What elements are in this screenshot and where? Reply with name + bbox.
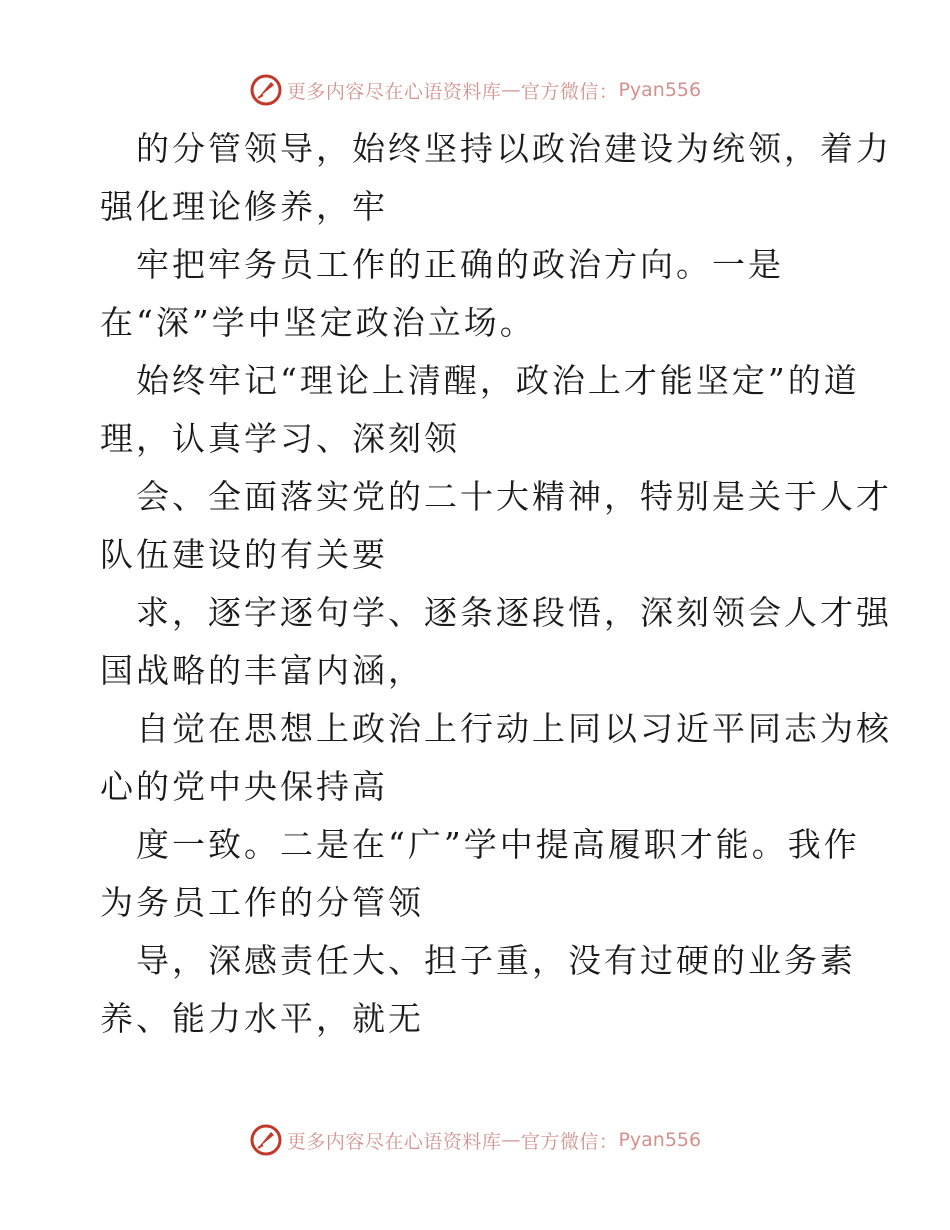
text-line: 度一致。二是在“广”学中提高履职才能。我作 [136, 825, 860, 864]
text-line: 牢把牢务员工作的正确的政治方向。一是 [136, 245, 784, 284]
text-line: 强化理论修养，牢 [100, 187, 388, 226]
watermark-main-text: 更多内容尽在心语资料库 [286, 80, 502, 103]
text-line: 理，认真学习、深刻领 [100, 419, 460, 458]
watermark-dash: — [501, 79, 521, 101]
text-line: 会、全面落实党的二十大精神，特别是关于人才 [136, 477, 892, 516]
text-line: 队伍建设的有关要 [100, 535, 388, 574]
header-watermark [0, 70, 950, 110]
watermark-main-text: 更多内容尽在心语资料库 [286, 1130, 502, 1153]
footer-watermark [0, 1120, 950, 1160]
watermark-wechat-label: 官方微信： [520, 80, 619, 103]
watermark-wechat-id: Pyan556 [618, 79, 702, 101]
watermark-wechat-id: Pyan556 [618, 1129, 702, 1151]
text-line: 国战略的丰富内涵， [100, 651, 424, 690]
document-body [100, 120, 892, 1048]
watermark-dash: — [501, 1129, 521, 1151]
text-line: 的分管领导，始终坚持以政治建设为统领，着力 [136, 129, 892, 168]
text-line: 导，深感责任大、担子重，没有过硬的业务素 [136, 941, 856, 980]
quill-logo-icon [249, 73, 283, 107]
text-line: 求，逐字逐句学、逐条逐段悟，深刻领会人才强 [136, 593, 892, 632]
text-line: 心的党中央保持高 [100, 767, 388, 806]
quill-logo-icon [249, 1123, 283, 1157]
text-line: 始终牢记“理论上清醒，政治上才能坚定”的道 [136, 361, 860, 400]
text-line: 养、能力水平，就无 [100, 999, 424, 1038]
watermark-wechat-label: 官方微信： [520, 1130, 619, 1153]
text-line: 自觉在思想上政治上行动上同以习近平同志为核 [136, 709, 892, 748]
text-line: 在“深”学中坚定政治立场。 [100, 303, 536, 342]
text-line: 为务员工作的分管领 [100, 883, 424, 922]
